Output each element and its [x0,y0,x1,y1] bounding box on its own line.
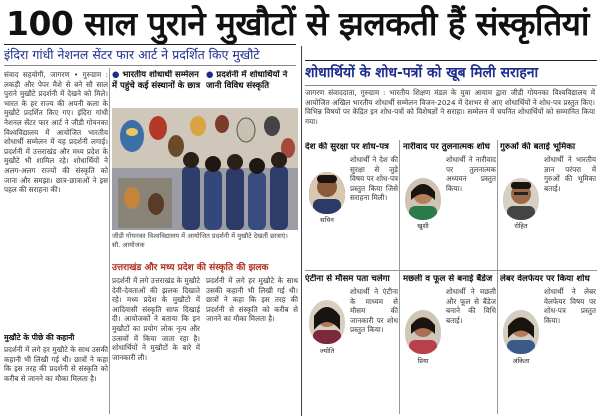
researcher-portrait-2 [405,178,441,220]
left-side-title: मुखौटे के पीछे की कहानी [4,333,75,342]
left-bullet-text-1: भारतीय शोधार्थी सम्मेलन में पहुंचे कई संस्थानों के छात्र [112,70,201,91]
researcher-text-2: शोधार्थी ने नारीवाद पर तुलनात्मक अध्ययन प्रस्तुत किया। [446,155,496,193]
researcher-title-5: मछली व फूल से बनाई बैंडेज [403,274,493,284]
left-bullet-1 [112,70,202,106]
researcher-name-3: रोहित [514,222,528,230]
left-section-body-1: प्रदर्शनी में लगे उत्तराखंड के मुखौटे देवी-देवताओं की झलक दिखाते रहे। मध्य प्रदेश के मुखौटों में आदिवासी संस्कृति साफ दिखाई दी। आयोजकों ने बताया कि इन मुखौटों का प्रयोग लोक नृत्य और उत्सवों में किया जाता रहा है। शोधार्थियों ने मुखौटों के बारे में जानकारी ली। [112,276,200,362]
researcher-title-2: नारीवाद पर तुलनात्मक शोध [403,142,490,152]
masks-exhibition-photo [112,108,298,230]
researcher-portrait-1 [309,172,345,214]
left-section-body-2: प्रदर्शनी में लगे हर मुखौटे के साथ उसकी कहानी भी लिखी गई थी। छात्रों ने कहा कि इस तरह की प्रदर्शनी से संस्कृति को करीब से जानने का मौका मिलता है। [206,276,298,324]
right-article-intro: जागरण संवाददाता, गुरुग्राम : भारतीय शिक्षण मंडल के युवा आयाम द्वारा जीडी गोयनका विश्वविद्यालय में आयोजित अखिल भारतीय शोधार्थी सम्मेलन विजन-2024 में देशभर से आए शोधार्थियों ने शोध-पत्र प्रस्तुत किए। विभिन्न विषयों पर केंद्रित इन शोध-पत्रों को विशेषज्ञों ने सराहा। सम्मेलन में चयनित शोधार्थियों को सम्मानित किया गया। [305,88,595,126]
row-divider [305,270,597,271]
photo-caption: जीडी गोयनका विश्वविद्यालय में आयोजित प्रदर्शनी में मुखौटे देखतीं छात्राएं। सौ. आयोजक [112,232,288,249]
researcher-name-6: अंकिता [512,357,530,365]
researcher-portrait-3 [503,178,539,220]
researcher-text-5: शोधार्थी ने मछली और फूल से बैंडेज बनाने की विधि बताई। [446,287,496,325]
bullet-dot-icon: ● [206,70,217,80]
left-bullet-text-2: प्रदर्शनी में शोधार्थियों ने जानी विविध संस्कृति [206,70,288,91]
researcher-text-6: शोधार्थी ने लेबर वेलफेयर विषय पर शोध-पत्र प्रस्तुत किया। [544,287,596,325]
researcher-title-6: लेबर वेलफेयर पर किया शोध [500,274,590,284]
right-article-subhead: शोधार्थियों के शोध-पत्रों को खूब मिली सराहना [305,65,539,81]
subhead-rule-right [305,85,597,86]
researcher-portrait-5 [405,310,441,354]
researcher-name-1: सचिन [320,216,334,224]
left-bullet-2 [206,70,298,106]
researcher-title-1: देश की सुरक्षा पर शोध-पत्र [305,142,389,152]
researcher-portrait-4 [309,300,345,344]
researcher-title-3: गुरुओं की बताई भूमिका [500,142,576,152]
researcher-text-1: शोधार्थी ने देश की सुरक्षा से जुड़े विषय पर शोध-पत्र प्रस्तुत किया जिसे सराहना मिली। [350,155,398,203]
left-side-body: प्रदर्शनी में लगे हर मुखौटे के साथ उसकी कहानी भी लिखी गई थी। छात्रों ने कहा कि इस तरह की प्रदर्शनी से संस्कृति को करीब से जानने का मौका मिलता है। [4,345,108,383]
bullet-dot-icon: ● [112,70,123,80]
left-section-title: उत्तराखंड और मध्य प्रदेश की संस्कृति की झलक [112,263,269,273]
researcher-text-3: शोधार्थी ने भारतीय ज्ञान परंपरा में गुरुओं की भूमिका बताई। [544,155,596,193]
researcher-text-4: शोधार्थी ने एंटीना के माध्यम से मौसम की जानकारी पर शोध प्रस्तुत किया। [350,287,398,335]
exhibition-scene-illustration [112,108,298,230]
left-article-intro: संवाद सहयोगी, जागरण • गुरुग्राम : लकड़ी और पेपर मैशे से बने सौ साल पुराने मुखौटे प्रदर्शनी में देखने को मिले। भारत के हर राज्य की अपनी कला के मुखौटे प्रदर्शित किए गए। इंदिरा गांधी नेशनल सेंटर फार आर्ट ने जीडी गोयनका विश्वविद्यालय में आयोजित भारतीय शोधार्थी सम्मेलन में यह प्रदर्शनी लगाई। प्रदर्शनी में उत्तराखंड और मध्य प्रदेश के मुखौटे भी शामिल रहे। शोधार्थियों ने अलग-अलग राज्यों की संस्कृति को जाना और समझा। छात्र-छात्राओं ने इस पहल की सराहना की। [4,70,108,195]
researcher-title-4: एंटीना से मौसम पता चलेगा [305,274,390,284]
researcher-name-2: खुशी [417,222,429,230]
left-article-subhead: इंदिरा गांधी नेशनल सेंटर फार आर्ट ने प्रदर्शित किए मुखौटे [4,47,260,62]
researcher-name-5: प्रिया [417,357,429,365]
researcher-name-4: ज्योति [319,347,335,355]
subhead-rule-left [4,65,296,66]
right-column-divider-2 [497,140,498,414]
researcher-portrait-6 [503,310,539,354]
column-divider [109,68,110,414]
page-headline: 100 साल पुराने मुखौटों से झलकती हैं संस्कृतियां [6,4,589,43]
headline-rule-right [305,60,597,61]
article-divider [301,46,302,416]
right-column-divider-1 [399,140,400,414]
